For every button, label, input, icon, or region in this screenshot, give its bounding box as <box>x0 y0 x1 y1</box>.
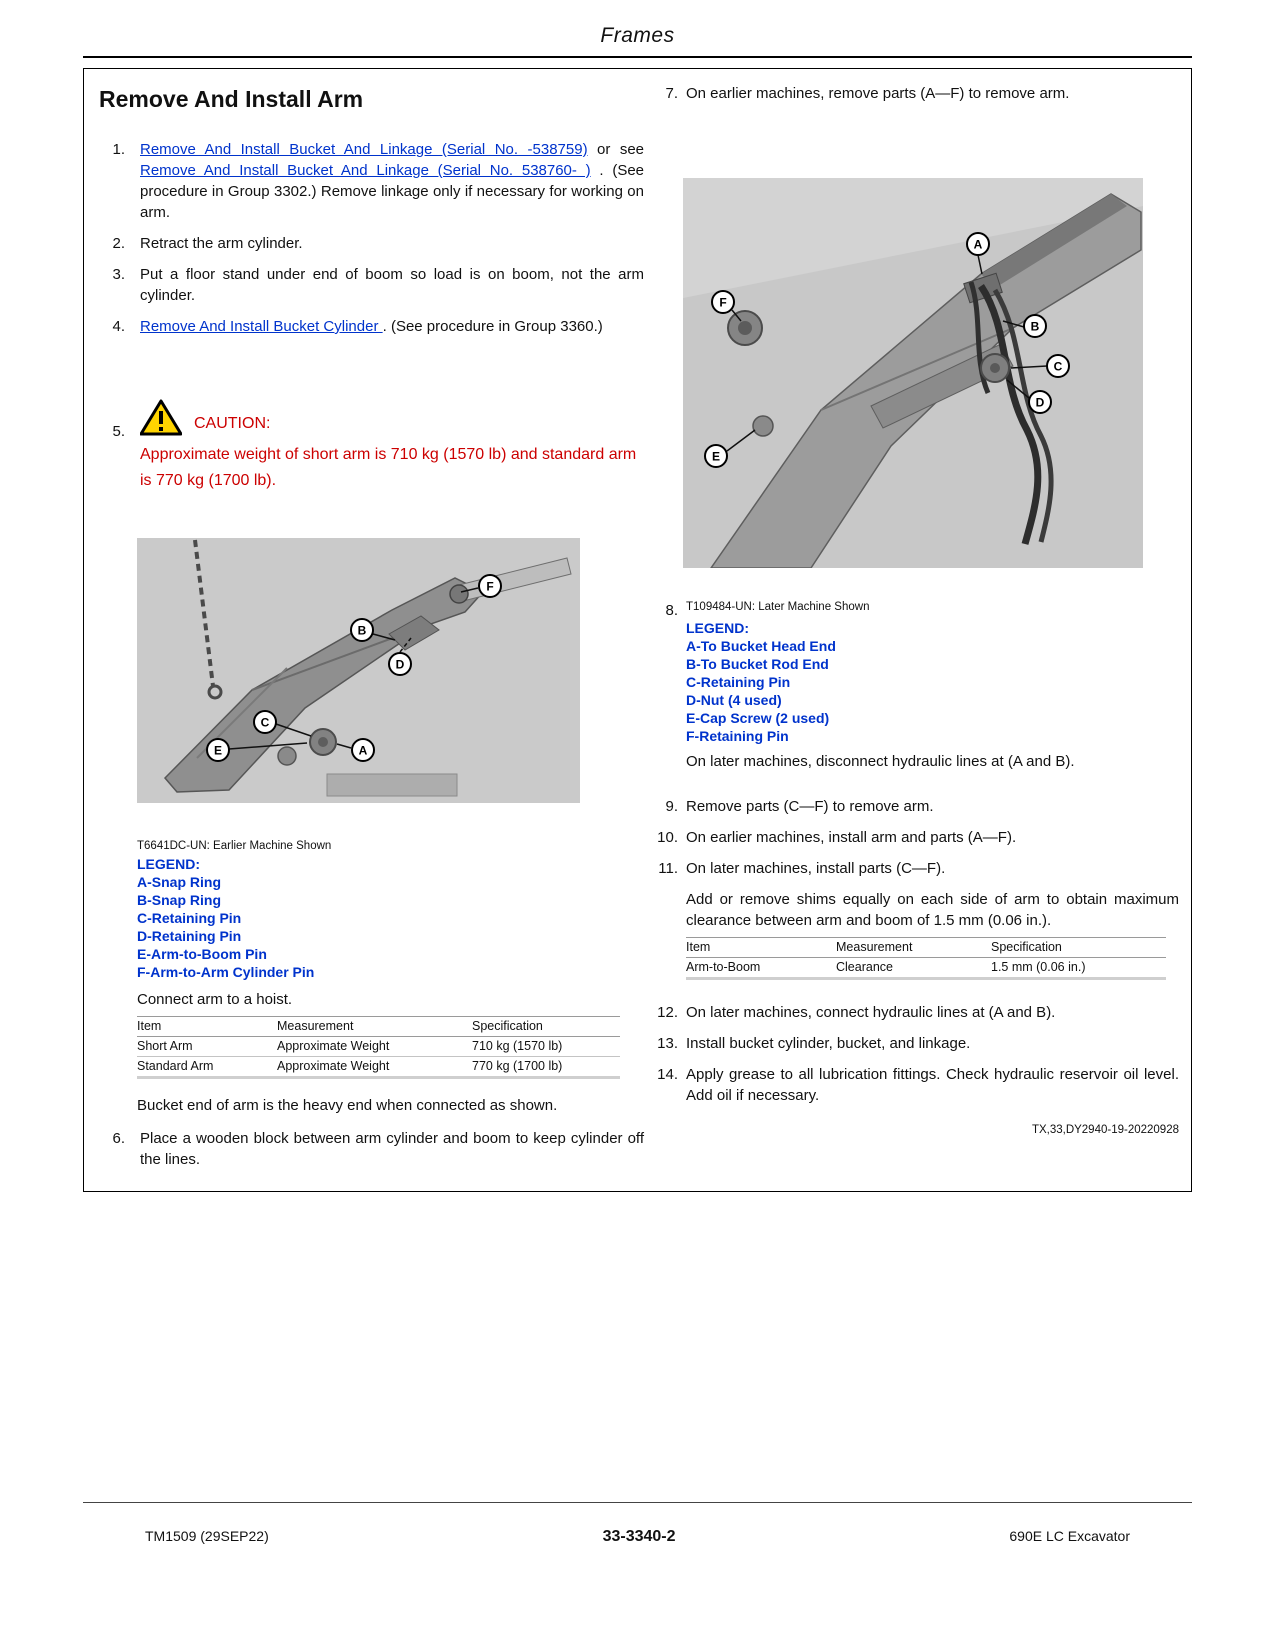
svg-text:D: D <box>1035 395 1045 410</box>
step-number: 12. <box>657 1004 678 1021</box>
svg-text:A: A <box>973 237 983 252</box>
step-number: 10. <box>657 829 678 846</box>
step-2 <box>99 233 644 254</box>
svg-text:E: E <box>213 743 223 758</box>
step-10 <box>656 827 1179 848</box>
svg-text:F: F <box>486 579 494 594</box>
callout-d <box>1029 391 1051 413</box>
step-number: 13. <box>657 1035 678 1052</box>
callout-a <box>352 739 374 761</box>
step-4 <box>99 316 644 337</box>
table-header-row <box>137 1017 620 1037</box>
legend-later <box>686 619 1179 745</box>
table-row <box>137 1037 620 1057</box>
link-bucket-linkage-late[interactable]: Remove And Install Bucket And Linkage (Serial No. 538760- ) <box>140 162 591 179</box>
svg-text:D: D <box>395 657 405 672</box>
callout-d <box>389 653 411 675</box>
callout-b <box>351 619 373 641</box>
step-number: 6. <box>112 1130 125 1147</box>
right-column <box>656 83 1179 1191</box>
table-cell: 770 kg (1700 lb) <box>472 1059 563 1073</box>
callout-c <box>1047 355 1069 377</box>
callout-f <box>712 291 734 313</box>
step-6 <box>99 1128 644 1170</box>
step-text: Put a floor stand under end of boom so load is on boom, not the arm cylinder. <box>140 266 644 304</box>
table-header: Measurement <box>836 938 991 958</box>
table-row <box>137 1057 620 1078</box>
svg-text:B: B <box>1030 319 1040 334</box>
table-cell: 710 kg (1570 lb) <box>472 1039 563 1053</box>
figure-caption: T109484-UN: Later Machine Shown <box>686 601 870 613</box>
legend-item: D-Nut (4 used) <box>686 692 782 708</box>
table-cell: Arm-to-Boom <box>686 960 761 974</box>
left-column <box>99 83 644 1191</box>
shim-note: Add or remove shims equally on each side of arm to obtain maximum clearance between arm and boom of 1.5 mm (0.06 in.). <box>686 891 1179 929</box>
table-header: Specification <box>991 938 1166 958</box>
table-header: Item <box>137 1017 277 1037</box>
step-8 <box>656 600 1179 772</box>
step-number: 11. <box>658 860 678 877</box>
legend-item: F-Retaining Pin <box>686 728 789 744</box>
step-text: Install bucket cylinder, bucket, and linkage. <box>686 1035 971 1052</box>
svg-text:B: B <box>357 623 367 638</box>
figure-earlier-machine-image <box>137 538 580 803</box>
legend-item: B-Snap Ring <box>137 892 221 908</box>
weight-spec-table <box>137 1016 620 1079</box>
svg-text:C: C <box>1053 359 1063 374</box>
svg-text:E: E <box>711 449 721 464</box>
callout-a <box>967 233 989 255</box>
svg-text:F: F <box>719 295 727 310</box>
clearance-spec-table <box>686 937 1166 980</box>
svg-text:A: A <box>358 743 368 758</box>
callout-e <box>705 445 727 467</box>
table-cell: Approximate Weight <box>277 1039 390 1053</box>
legend-item: B-To Bucket Rod End <box>686 656 829 672</box>
legend-item: C-Retaining Pin <box>686 674 791 690</box>
page-footer <box>83 1528 1192 1546</box>
step-text: On later machines, disconnect hydraulic lines at (A and B). <box>686 753 1075 770</box>
step-number: 8. <box>665 602 678 619</box>
bucket-note: Bucket end of arm is the heavy end when connected as shown. <box>137 1097 558 1114</box>
legend-item: C-Retaining Pin <box>137 910 242 926</box>
legend-item: F-Arm-to-Arm Cylinder Pin <box>137 964 315 980</box>
link-bucket-cylinder[interactable]: Remove And Install Bucket Cylinder <box>140 318 383 335</box>
step-number: 3. <box>112 266 125 283</box>
callout-e <box>207 739 229 761</box>
caution-header <box>140 399 644 436</box>
header-rule <box>83 56 1192 58</box>
step-text-mid: or see <box>587 141 645 158</box>
figure-earlier-machine <box>137 538 580 803</box>
step-text: Place a wooden block between arm cylinder and boom to keep cylinder off the lines. <box>140 1130 644 1168</box>
caution-text: Approximate weight of short arm is 710 kg (1570 lb) and standard arm is 770 kg (1700 lb). <box>140 446 637 489</box>
footer-page-number: 33-3340-2 <box>602 1528 676 1545</box>
step-text: Apply grease to all lubrication fittings. Check hydraulic reservoir oil level. Add oil if necessary. <box>686 1066 1179 1104</box>
legend-item: A-Snap Ring <box>137 874 221 890</box>
table-cell: 1.5 mm (0.06 in.) <box>991 960 1086 974</box>
step-3 <box>99 264 644 306</box>
step-14 <box>656 1064 1179 1106</box>
legend-earlier <box>137 855 644 981</box>
caution-label: CAUTION: <box>194 415 271 432</box>
footer-manual-id: TM1509 (29SEP22) <box>145 1528 269 1544</box>
step-text: On earlier machines, install arm and parts (A—F). <box>686 829 1017 846</box>
table-cell: Short Arm <box>137 1039 193 1053</box>
section-title: Frames <box>600 24 675 47</box>
table-header: Item <box>686 938 836 958</box>
table-header-row <box>686 938 1166 958</box>
page-title: Remove And Install Arm <box>99 86 364 112</box>
step-number: 1. <box>112 141 125 158</box>
step-number: 4. <box>112 318 125 335</box>
legend-item: A-To Bucket Head End <box>686 638 836 654</box>
legend-title: LEGEND: <box>686 620 749 636</box>
table-cell: Standard Arm <box>137 1059 214 1073</box>
table-header: Measurement <box>277 1017 472 1037</box>
document-code: TX,33,DY2940-19-20220928 <box>1031 1124 1179 1136</box>
figure-later-machine <box>683 178 1143 568</box>
footer-rule <box>83 1502 1192 1503</box>
step-number: 5. <box>112 423 125 440</box>
callout-b <box>1024 315 1046 337</box>
content-box <box>83 68 1192 1192</box>
step-text <box>140 139 644 223</box>
footer-model: 690E LC Excavator <box>1009 1528 1130 1544</box>
callout-f <box>479 575 501 597</box>
legend-title: LEGEND: <box>137 856 200 872</box>
hoist-note: Connect arm to a hoist. <box>137 991 293 1008</box>
caution-body <box>140 399 644 494</box>
step-number: 14. <box>657 1066 678 1083</box>
table-cell: Approximate Weight <box>277 1059 390 1073</box>
step-5-caution <box>99 399 644 494</box>
link-bucket-linkage-early[interactable]: Remove And Install Bucket And Linkage (Serial No. -538759) <box>140 141 588 158</box>
step-12 <box>656 1002 1179 1023</box>
step-text: On earlier machines, remove parts (A—F) to remove arm. <box>686 85 1070 102</box>
step-7 <box>656 83 1179 104</box>
step-8-body <box>686 600 1179 772</box>
step-text-tail: . (See procedure in Group 3360.) <box>382 318 603 335</box>
step-text <box>140 316 644 337</box>
step-9 <box>656 796 1179 817</box>
table-cell: Clearance <box>836 960 893 974</box>
warning-triangle-icon <box>140 399 182 436</box>
step-text: On later machines, connect hydraulic lines at (A and B). <box>686 1004 1056 1021</box>
step-text: Retract the arm cylinder. <box>140 235 303 252</box>
step-number: 7. <box>665 85 678 102</box>
table-header: Specification <box>472 1017 620 1037</box>
callout-c <box>254 711 276 733</box>
figure-later-machine-image <box>683 178 1143 568</box>
step-13 <box>656 1033 1179 1054</box>
step-1 <box>99 139 644 223</box>
legend-item: E-Arm-to-Boom Pin <box>137 946 267 962</box>
figure-caption: T6641DC-UN: Earlier Machine Shown <box>137 840 332 852</box>
step-text-tail: . (See procedure in Group 3302.) Remove linkage only if necessary for working on arm. <box>140 162 645 221</box>
legend-item: E-Cap Screw (2 used) <box>686 710 830 726</box>
table-row <box>686 958 1166 979</box>
step-text: Remove parts (C—F) to remove arm. <box>686 798 934 815</box>
svg-text:C: C <box>260 715 270 730</box>
step-number: 2. <box>112 235 125 252</box>
step-number: 9. <box>665 798 678 815</box>
step-text: On later machines, install parts (C—F). <box>686 860 946 877</box>
step-11 <box>656 858 1179 879</box>
legend-item: D-Retaining Pin <box>137 928 242 944</box>
